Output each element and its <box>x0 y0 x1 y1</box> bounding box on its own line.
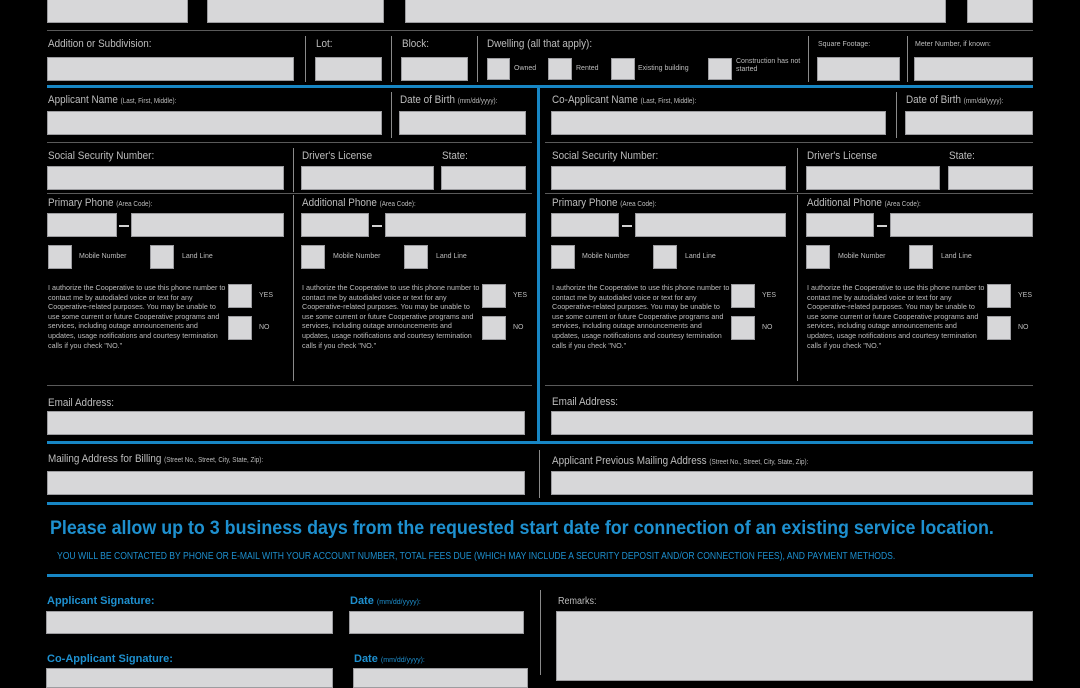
coapplicant-state-label: State: <box>949 150 975 162</box>
no-label: NO <box>259 324 270 331</box>
block-label: Block: <box>402 38 429 50</box>
applicant-additional-number[interactable] <box>385 213 526 237</box>
landline-label: Land Line <box>941 253 972 260</box>
coapplicant-email-label: Email Address: <box>552 396 619 408</box>
lot-field[interactable] <box>315 57 382 81</box>
mobile-label: Mobile Number <box>838 253 886 260</box>
coapplicant-primary-phone-label: Primary Phone (Area Code): <box>552 197 657 209</box>
authorize-no-checkbox[interactable] <box>731 316 755 340</box>
coapplicant-state-field[interactable] <box>948 166 1033 190</box>
coapplicant-email-field[interactable] <box>551 411 1033 435</box>
yes-label: YES <box>513 292 528 299</box>
phone-dash <box>622 225 632 227</box>
applicant-additional-phone-label: Additional Phone (Area Code): <box>302 197 416 209</box>
coapplicant-license-label: Driver's License <box>807 150 878 162</box>
authorize-text: I authorize the Cooperative to use this phone number to contact me by autodialed voice or text for any Cooperative-related purposes. You may be unable to use some current or future Cooperative programs and services, including outage announcements and updates, usage notifications and courtesy termination calls if you check "NO." <box>302 283 480 350</box>
top-field-1[interactable] <box>47 0 188 23</box>
block-field[interactable] <box>401 57 468 81</box>
applicant-state-field[interactable] <box>441 166 526 190</box>
applicant-mobile-checkbox[interactable] <box>48 245 72 269</box>
coapplicant-ssn-field[interactable] <box>551 166 786 190</box>
applicant-date-label: Date (mm/dd/yyyy): <box>350 595 421 607</box>
coapplicant-add-mobile-checkbox[interactable] <box>806 245 830 269</box>
applicant-add-landline-checkbox[interactable] <box>404 245 428 269</box>
no-label: NO <box>762 324 773 331</box>
lot-label: Lot: <box>316 38 333 50</box>
divider <box>797 148 798 192</box>
owned-label: Owned <box>514 65 537 72</box>
section-divider <box>47 441 1033 444</box>
applicant-name-field[interactable] <box>47 111 382 135</box>
divider <box>477 36 478 82</box>
landline-label: Land Line <box>436 253 467 260</box>
remarks-label: Remarks: <box>558 596 597 607</box>
existing-building-checkbox[interactable] <box>611 58 635 80</box>
divider <box>293 195 294 381</box>
coapplicant-add-landline-checkbox[interactable] <box>909 245 933 269</box>
applicant-email-label: Email Address: <box>48 397 115 409</box>
divider <box>293 148 294 192</box>
applicant-license-label: Driver's License <box>302 150 373 162</box>
previous-mailing-field[interactable] <box>551 471 1033 495</box>
divider <box>896 92 897 138</box>
dwelling-label: Dwelling (all that apply): <box>487 38 593 50</box>
section-divider <box>47 502 1033 505</box>
yes-label: YES <box>259 292 274 299</box>
applicant-additional-area-code[interactable] <box>301 213 369 237</box>
landline-label: Land Line <box>182 253 213 260</box>
section-divider <box>47 85 1033 88</box>
divider <box>47 385 532 386</box>
applicant-dob-label: Date of Birth (mm/dd/yyyy): <box>400 94 498 106</box>
authorize-text: I authorize the Cooperative to use this phone number to contact me by autodialed voice or text for any Cooperative-related purposes. You may be unable to use some current or future Cooperative programs and services, including outage announcements and updates, usage notifications and courtesy termination calls if you check "NO." <box>48 283 226 350</box>
notice-headline: Please allow up to 3 business days from the requested start date for connection of an existing service location. <box>50 518 994 539</box>
landline-label: Land Line <box>685 253 716 260</box>
addition-label: Addition or Subdivision: <box>48 38 152 50</box>
mobile-label: Mobile Number <box>79 253 127 260</box>
authorize-yes-checkbox[interactable] <box>482 284 506 308</box>
authorize-yes-checkbox[interactable] <box>228 284 252 308</box>
phone-dash <box>877 225 887 227</box>
applicant-name-label: Applicant Name (Last, First, Middle): <box>48 94 177 106</box>
applicant-license-field[interactable] <box>301 166 434 190</box>
remarks-field[interactable] <box>556 611 1033 681</box>
yes-label: YES <box>762 292 777 299</box>
divider <box>545 142 1033 143</box>
authorize-no-checkbox[interactable] <box>482 316 506 340</box>
mailing-address-label: Mailing Address for Billing (Street No., Street, City, State, Zip): <box>48 453 264 465</box>
construction-label: Construction has not started <box>736 58 801 73</box>
top-field-4[interactable] <box>967 0 1033 23</box>
applicant-email-field[interactable] <box>47 411 525 435</box>
applicant-primary-number[interactable] <box>131 213 284 237</box>
coapplicant-dob-field[interactable] <box>905 111 1033 135</box>
applicant-landline-checkbox[interactable] <box>150 245 174 269</box>
authorize-text: I authorize the Cooperative to use this phone number to contact me by autodialed voice or text for any Cooperative-related purposes. You may be unable to use some current or future Cooperative programs and services, including outage announcements and updates, usage notifications and courtesy termination calls if you check "NO." <box>552 283 730 350</box>
applicant-ssn-label: Social Security Number: <box>48 150 155 162</box>
authorize-yes-checkbox[interactable] <box>987 284 1011 308</box>
rented-checkbox[interactable] <box>548 58 572 80</box>
coapplicant-additional-number[interactable] <box>890 213 1033 237</box>
no-label: NO <box>1018 324 1029 331</box>
applicant-dob-field[interactable] <box>399 111 526 135</box>
yes-label: YES <box>1018 292 1033 299</box>
coapplicant-name-field[interactable] <box>551 111 886 135</box>
applicant-date-field[interactable] <box>349 611 524 634</box>
coapplicant-additional-phone-label: Additional Phone (Area Code): <box>807 197 921 209</box>
divider <box>545 385 1033 386</box>
divider <box>305 36 306 82</box>
addition-field[interactable] <box>47 57 294 81</box>
divider <box>47 142 532 143</box>
previous-mailing-label: Applicant Previous Mailing Address (Street No., Street, City, State, Zip): <box>552 455 809 467</box>
mailing-address-field[interactable] <box>47 471 525 495</box>
divider <box>47 30 1033 31</box>
rented-label: Rented <box>576 65 599 72</box>
coapplicant-license-field[interactable] <box>806 166 940 190</box>
divider <box>391 36 392 82</box>
column-divider <box>537 88 540 441</box>
applicant-signature-field[interactable] <box>46 611 333 634</box>
no-label: NO <box>513 324 524 331</box>
applicant-signature-label: Applicant Signature: <box>47 595 155 607</box>
coapplicant-primary-number[interactable] <box>635 213 786 237</box>
divider <box>797 195 798 381</box>
authorize-yes-checkbox[interactable] <box>731 284 755 308</box>
existing-building-label: Existing building <box>638 65 689 72</box>
divider <box>539 450 540 498</box>
authorize-text: I authorize the Cooperative to use this phone number to contact me by autodialed voice or text for any Cooperative-related purposes. You may be unable to use some current or future Cooperative programs and services, including outage announcements and updates, usage notifications and courtesy termination calls if you check "NO." <box>807 283 985 350</box>
divider <box>907 36 908 82</box>
coapplicant-signature-label: Co-Applicant Signature: <box>47 653 173 665</box>
applicant-state-label: State: <box>442 150 468 162</box>
divider <box>47 193 532 194</box>
section-divider <box>47 574 1033 577</box>
divider <box>545 193 1033 194</box>
meter-label: Meter Number, if known: <box>915 41 991 48</box>
applicant-primary-phone-label: Primary Phone (Area Code): <box>48 197 153 209</box>
coapplicant-name-label: Co-Applicant Name (Last, First, Middle): <box>552 94 697 106</box>
sqft-field[interactable] <box>817 57 900 81</box>
meter-field[interactable] <box>914 57 1033 81</box>
mobile-label: Mobile Number <box>333 253 381 260</box>
coapplicant-signature-field[interactable] <box>46 668 333 688</box>
divider <box>540 590 541 675</box>
coapplicant-ssn-label: Social Security Number: <box>552 150 659 162</box>
divider <box>391 92 392 138</box>
phone-dash <box>119 225 129 227</box>
construction-checkbox[interactable] <box>708 58 732 80</box>
coapplicant-primary-area-code[interactable] <box>551 213 619 237</box>
coapplicant-mobile-checkbox[interactable] <box>551 245 575 269</box>
divider <box>808 36 809 82</box>
authorize-no-checkbox[interactable] <box>228 316 252 340</box>
top-field-3[interactable] <box>405 0 946 23</box>
top-field-2[interactable] <box>207 0 384 23</box>
owned-checkbox[interactable] <box>487 58 510 80</box>
coapplicant-date-label: Date (mm/dd/yyyy): <box>354 653 425 665</box>
sqft-label: Square Footage: <box>818 41 871 48</box>
applicant-add-mobile-checkbox[interactable] <box>301 245 325 269</box>
applicant-primary-area-code[interactable] <box>47 213 117 237</box>
coapplicant-date-field[interactable] <box>353 668 528 688</box>
coapplicant-additional-area-code[interactable] <box>806 213 874 237</box>
applicant-ssn-field[interactable] <box>47 166 284 190</box>
coapplicant-landline-checkbox[interactable] <box>653 245 677 269</box>
authorize-no-checkbox[interactable] <box>987 316 1011 340</box>
coapplicant-dob-label: Date of Birth (mm/dd/yyyy): <box>906 94 1004 106</box>
phone-dash <box>372 225 382 227</box>
mobile-label: Mobile Number <box>582 253 630 260</box>
notice-subline: YOU WILL BE CONTACTED BY PHONE OR E-MAIL WITH YOUR ACCOUNT NUMBER, TOTAL FEES DUE (WHICH MAY INCLUDE A SECURITY DEPOSIT AND/OR CONNECTION FEES), AND PAYMENT METHODS. <box>57 551 896 562</box>
